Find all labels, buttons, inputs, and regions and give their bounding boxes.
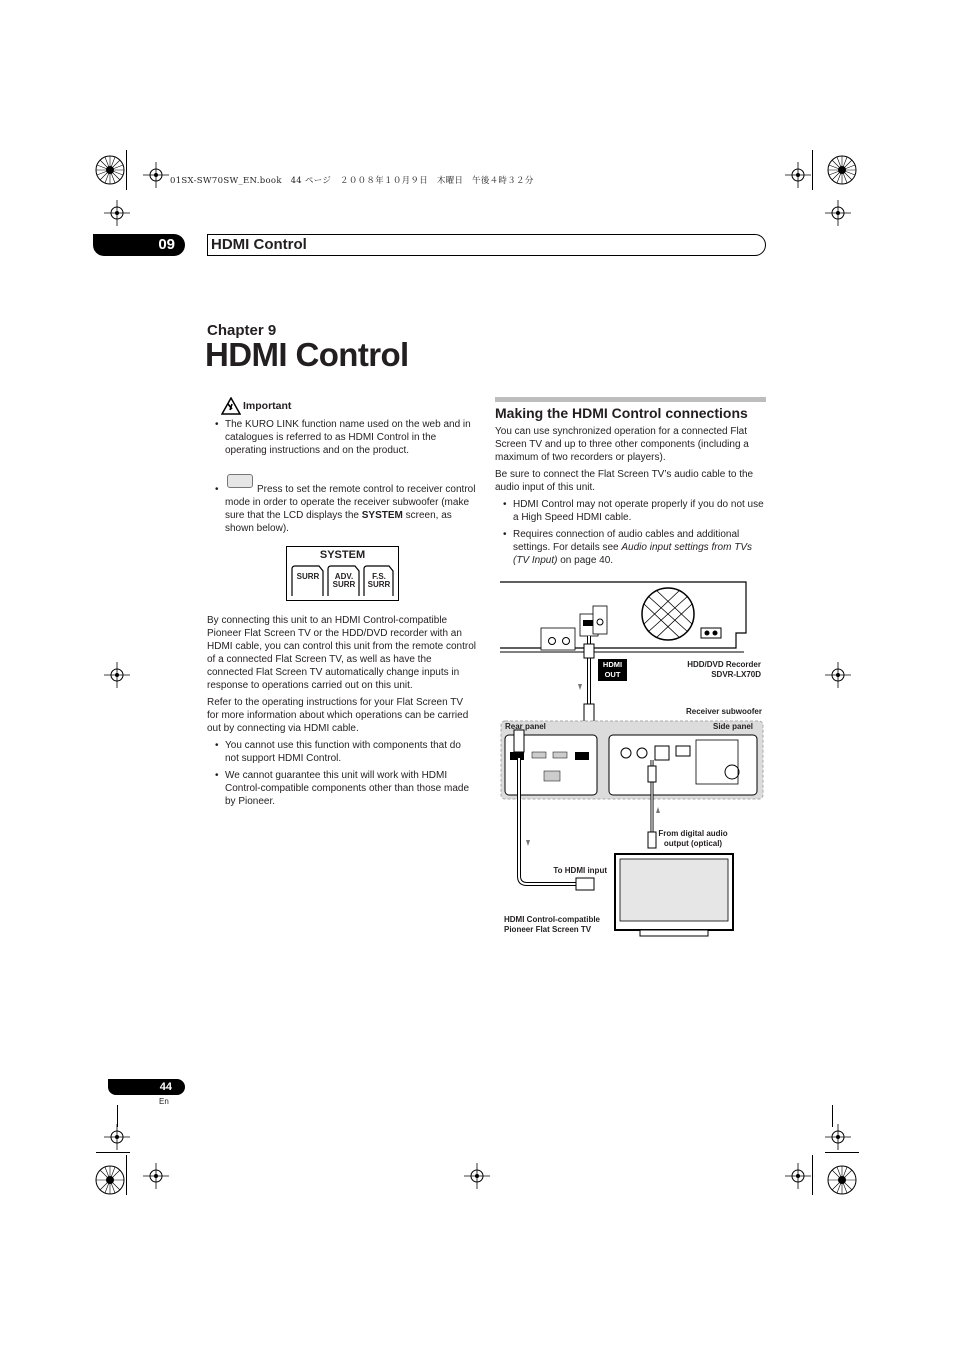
- bullet: • Requires connection of audio cables and additional settings. For details see Audio input settings from TVs (TV Input) on page 40.: [495, 528, 767, 567]
- crop-mark: [126, 1155, 127, 1195]
- crosshair-icon: [785, 1163, 811, 1189]
- important-bullet-text: Press to set the remote control to receiver control mode in order to operate the receiver subwoofer (make sure that the LCD displays the: [225, 484, 476, 521]
- crosshair-icon: [825, 1124, 851, 1150]
- left-body: [207, 614, 477, 812]
- bullet: • We cannot guarantee this unit will work with HDMI Control-compatible components other than those made by Pioneer.: [207, 769, 477, 808]
- recorder-rear-panel: [500, 582, 746, 652]
- registration-target-icon: [94, 154, 126, 186]
- registration-target-icon: [94, 1164, 126, 1196]
- right-body: [495, 425, 767, 571]
- section-rule: [495, 397, 766, 402]
- paragraph: Be sure to connect the Flat Screen TV’s audio cable to the audio input of this unit.: [495, 469, 754, 493]
- crop-mark: [812, 1155, 813, 1195]
- tv-label: HDMI Control-compatible Pioneer Flat Screen TV: [504, 915, 600, 934]
- section-title: Making the HDMI Control connections: [495, 405, 748, 421]
- page-number: 44: [108, 1079, 185, 1095]
- crop-mark: [812, 150, 813, 190]
- paragraph: By connecting this unit to an HDMI Control-compatible Pioneer Flat Screen TV or the HDD/DVD recorder with an HDMI cable, you can control this unit from the remote control of a connected Flat Screen TV, as well as have the connected Flat Screen TV automatically change inputs in response to operations carried out on this unit.: [207, 615, 477, 691]
- crosshair-icon: [104, 662, 130, 688]
- print-info: 01SX-SW70SW_EN.book 44 ページ ２００８年１０月９日 木曜日 午後４時３２分: [170, 176, 534, 186]
- crosshair-icon: [464, 1163, 490, 1189]
- chapter-label: Chapter 9: [207, 322, 277, 339]
- receiver-label: Receiver subwoofer: [685, 707, 762, 716]
- chapter-number-tab: 09: [93, 234, 185, 256]
- warning-icon: [221, 397, 241, 415]
- crosshair-icon: [785, 162, 811, 188]
- system-word: SYSTEM: [361, 510, 403, 521]
- side-panel-label: Side panel: [712, 722, 753, 731]
- to-hdmi-label: To HDMI input: [553, 866, 607, 875]
- important-bullet: • The KURO LINK function name used on the web and in catalogues is referred to as HDMI Control in the operating instructions and on the product.: [207, 418, 477, 457]
- crop-mark: [117, 1105, 118, 1127]
- language-code: En: [159, 1097, 169, 1106]
- recorder-label: HDD/DVD Recorder SDVR-LX70D: [687, 660, 761, 679]
- crosshair-icon: [825, 200, 851, 226]
- crosshair-icon: [104, 1124, 130, 1150]
- running-header: HDMI Control: [207, 234, 766, 256]
- paragraph: You can use synchronized operation for a connected Flat Screen TV and up to three other components (including a maximum of two recorders or players).: [495, 426, 749, 463]
- connection-diagram: [496, 578, 768, 942]
- lcd-title: SYSTEM: [319, 549, 366, 561]
- crosshair-icon: [143, 162, 169, 188]
- crosshair-icon: [104, 200, 130, 226]
- registration-target-icon: [826, 1164, 858, 1196]
- crop-mark: [825, 1152, 859, 1153]
- crop-mark: [832, 1105, 833, 1127]
- rear-panel-label: Rear panel: [505, 722, 546, 731]
- lcd-mode-fs-surr: F.S. SURR: [367, 572, 391, 589]
- hdmi-out-badge: HDMI OUT: [598, 659, 627, 681]
- important-list: [207, 418, 477, 461]
- optical-label: From digital audio output (optical): [658, 829, 728, 848]
- crosshair-icon: [143, 1163, 169, 1189]
- crop-mark: [126, 150, 127, 190]
- important-bullet-text-end: screen, as shown below).: [225, 510, 452, 534]
- lcd-mode-surr: SURR: [296, 572, 320, 581]
- bullet: • HDMI Control may not operate properly if you do not use a High Speed HDMI cable.: [495, 498, 767, 524]
- lcd-display: [286, 546, 399, 601]
- registration-target-icon: [826, 154, 858, 186]
- cross-reference: Audio input settings from TVs (TV Input): [513, 542, 753, 566]
- bullet: • You cannot use this function with components that do not support HDMI Control.: [207, 739, 477, 765]
- paragraph: Refer to the operating instructions for your Flat Screen TV for more information about which operations can be carried out by connecting via HDMI cable.: [207, 697, 469, 734]
- important-title: Important: [243, 400, 292, 412]
- chapter-title: HDMI Control: [205, 336, 409, 373]
- crosshair-icon: [825, 662, 851, 688]
- important-bullet: [207, 483, 477, 539]
- lcd-mode-adv-surr: ADV. SURR: [332, 572, 356, 589]
- crop-mark: [96, 1152, 130, 1153]
